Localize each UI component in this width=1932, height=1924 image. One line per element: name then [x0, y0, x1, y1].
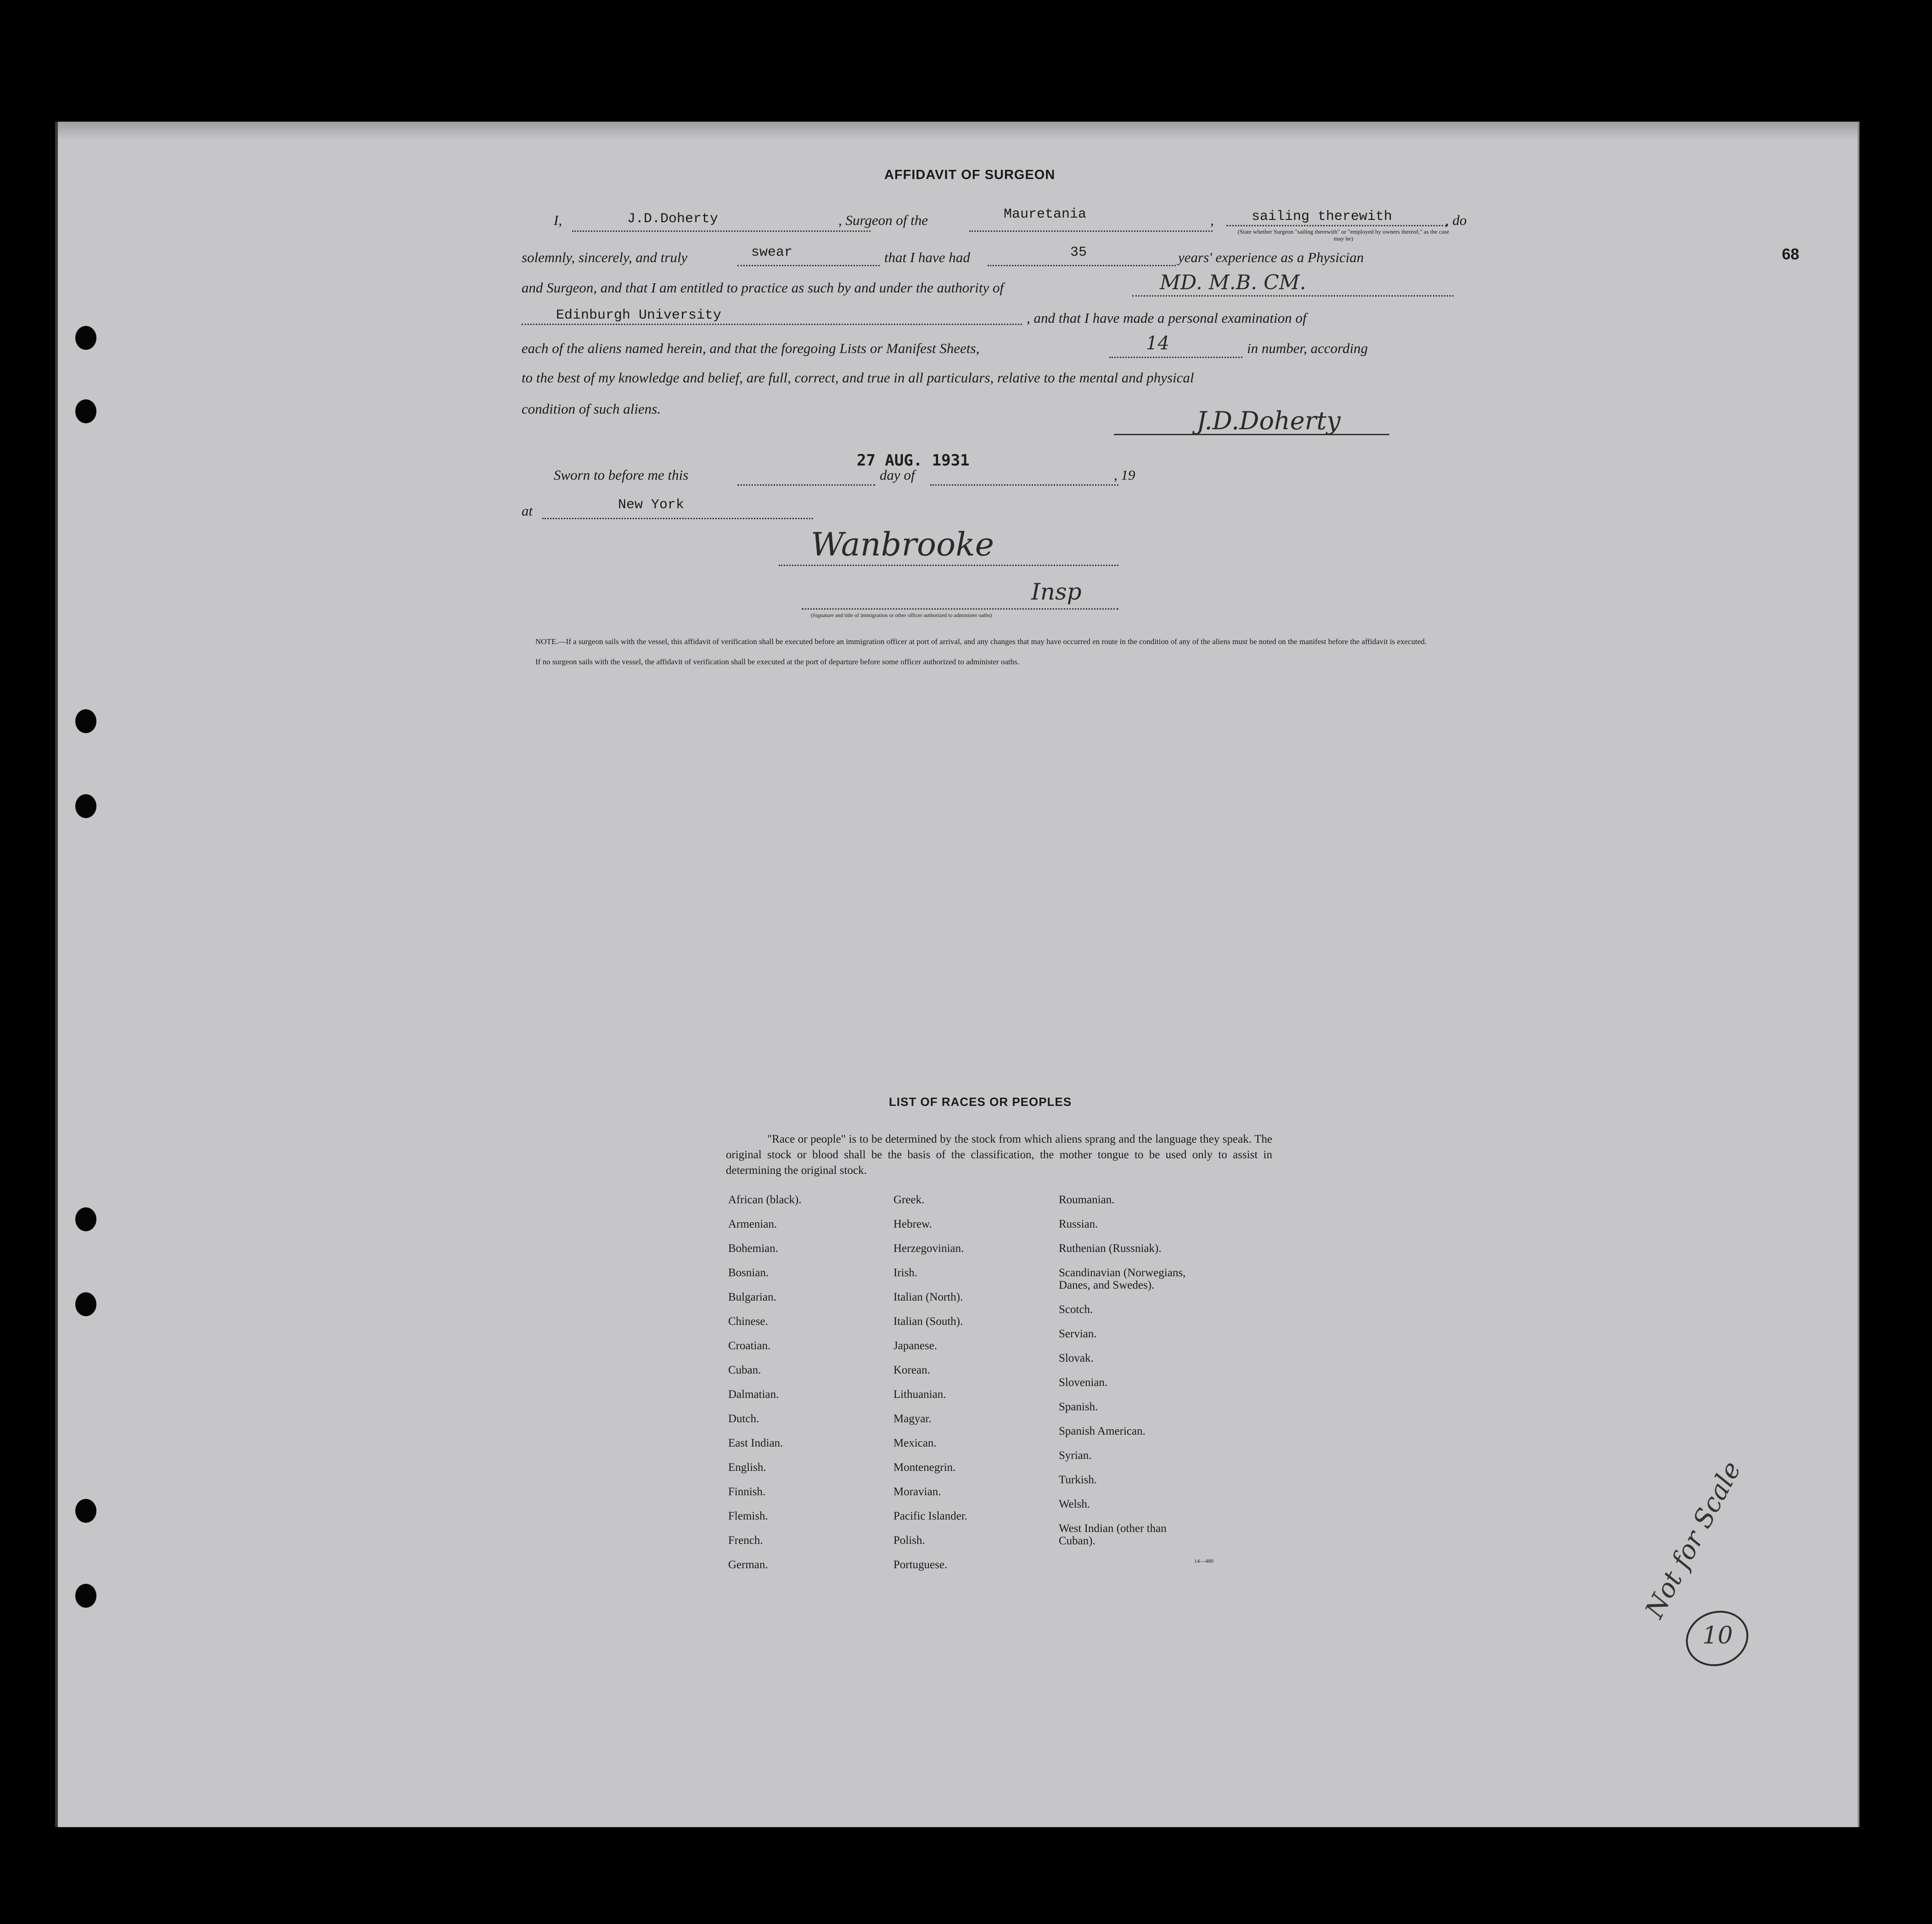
sheets-count: 14	[1146, 333, 1169, 354]
oath-word: swear	[751, 245, 793, 260]
state-note: (State whether Surgeon "sailing therewith" or "employed by owners thereof," as the case may be)	[1237, 228, 1449, 242]
race-item: East Indian.	[728, 1437, 783, 1449]
fill-line	[737, 484, 875, 486]
fill-line	[969, 230, 1213, 232]
race-item: Lithuanian.	[893, 1388, 946, 1401]
text-years-exp: years' experience as a Physician	[1178, 249, 1364, 265]
officer-title: Insp	[1031, 578, 1082, 605]
fill-line	[1226, 225, 1447, 226]
sailing-status: sailing therewith	[1252, 209, 1393, 224]
form-number: 14—480	[1194, 1558, 1213, 1564]
page-number: 68	[1782, 246, 1799, 263]
race-item: German.	[728, 1559, 768, 1571]
race-item: Ruthenian (Russniak).	[1059, 1242, 1162, 1255]
race-item: Polish.	[893, 1534, 925, 1547]
text-solemnly: solemnly, sincerely, and truly	[522, 249, 688, 265]
surgeon-name: J.D.Doherty	[627, 211, 719, 227]
fill-line	[988, 265, 1176, 266]
race-item: Russian.	[1059, 1218, 1098, 1230]
punch-hole	[75, 399, 96, 423]
race-item: Irish.	[893, 1267, 918, 1279]
race-item: Dalmatian.	[728, 1388, 779, 1401]
race-item: Hebrew.	[893, 1218, 932, 1230]
fill-line	[779, 565, 1118, 566]
text-surgeon-of: , Surgeon of the	[838, 212, 928, 228]
race-item: Finnish.	[728, 1486, 766, 1498]
punch-hole	[75, 1499, 96, 1523]
punch-hole	[75, 1584, 96, 1608]
race-item: Bulgarian.	[728, 1291, 776, 1303]
race-item: Italian (South).	[893, 1315, 963, 1328]
races-intro: "Race or people" is to be determined by the stock from which aliens sprang and the language they speak. The original stock or blood shall be the basis of the classification, the mother tongue to be used only to assist in determining the original stock.	[726, 1133, 1272, 1177]
officer-signature: Wanbrooke	[811, 526, 994, 563]
document-sheet	[55, 122, 1859, 1827]
race-item: Korean.	[893, 1364, 930, 1376]
affidavit-title: AFFIDAVIT OF SURGEON	[884, 168, 1056, 182]
race-item: Herzegovinian.	[893, 1242, 964, 1255]
fill-line	[930, 484, 1118, 486]
races-title: LIST OF RACES OR PEOPLES	[889, 1095, 1072, 1109]
surgeon-signature: J.D.Doherty	[1196, 406, 1341, 435]
fill-line	[542, 518, 813, 519]
punch-hole	[75, 709, 96, 733]
text-each: each of the aliens named herein, and that the foregoing Lists or Manifest Sheets,	[522, 340, 980, 356]
punch-hole	[75, 794, 96, 818]
race-item: Scotch.	[1059, 1303, 1093, 1316]
race-item: French.	[728, 1534, 763, 1547]
race-item: Croatian.	[728, 1340, 771, 1352]
pencil-annotation: Not for Scale	[1640, 1456, 1747, 1623]
text-i: I,	[554, 212, 562, 228]
text-that-had: that I have had	[884, 249, 970, 265]
race-item: Dutch.	[728, 1413, 759, 1425]
note-1: NOTE.—If a surgeon sails with the vessel, this affidavit of verification shall be executed before an immigration officer at port of arrival, and any changes that may have occurred en route in the condition of any of the aliens must be noted on the manifest before the affidavit is executed.	[535, 637, 1427, 646]
race-item: English.	[728, 1461, 766, 1474]
university: Edinburgh University	[556, 308, 722, 323]
date-stamp: 27 AUG. 1931	[857, 451, 970, 470]
note-2: If no surgeon sails with the vessel, the affidavit of verification shall be executed at the port of departure before some officer authorized to administer oaths.	[535, 657, 1020, 666]
race-item: Bosnian.	[728, 1267, 769, 1279]
fill-line	[1132, 295, 1454, 297]
race-item: Armenian.	[728, 1218, 777, 1230]
race-item: Cuban.	[728, 1364, 761, 1376]
race-item: Scandinavian (Norwegians, Danes, and Swedes).	[1059, 1267, 1186, 1291]
race-item: Pacific Islander.	[893, 1510, 968, 1522]
text-and-surgeon: and Surgeon, and that I am entitled to practice as such by and under the authority of	[522, 280, 1004, 296]
authority-handwritten: MD. M.B. CM.	[1160, 271, 1306, 294]
text-19: , 19	[1114, 467, 1135, 483]
vessel-name: Mauretania	[1004, 207, 1087, 222]
race-item: Syrian.	[1059, 1449, 1092, 1462]
signature-caption: (Signature and title of immigration or other officer authorized to administer oaths)	[811, 612, 992, 618]
race-item: Spanish.	[1059, 1401, 1098, 1413]
punch-hole	[75, 1207, 96, 1231]
race-item: Mexican.	[893, 1437, 937, 1449]
race-item: Slovak.	[1059, 1352, 1094, 1364]
circled-number-value: 10	[1702, 1622, 1733, 1649]
race-item: West Indian (other than Cuban).	[1059, 1522, 1167, 1547]
text-sworn: Sworn to before me this	[554, 467, 689, 483]
race-item: Greek.	[893, 1194, 925, 1206]
fill-line	[572, 230, 871, 232]
race-item: Japanese.	[893, 1340, 938, 1352]
text-in-number: in number, according	[1247, 340, 1368, 356]
fill-line	[802, 608, 1118, 610]
race-item: Chinese.	[728, 1315, 768, 1328]
race-item: Flemish.	[728, 1510, 768, 1522]
race-item: Moravian.	[893, 1486, 941, 1498]
race-item: Roumanian.	[1059, 1194, 1115, 1206]
race-item: Montenegrin.	[893, 1461, 956, 1474]
punch-hole	[75, 326, 96, 350]
race-item: Turkish.	[1059, 1474, 1097, 1486]
fold-shadow	[58, 122, 1858, 140]
race-item: Welsh.	[1059, 1498, 1090, 1510]
text-condition: condition of such aliens.	[522, 401, 661, 417]
race-item: Spanish American.	[1059, 1425, 1146, 1437]
race-item: African (black).	[728, 1194, 802, 1206]
text-day-of: day of	[880, 467, 915, 483]
race-item: Slovenian.	[1059, 1376, 1108, 1389]
fill-line	[522, 324, 1022, 325]
race-item: Italian (North).	[893, 1291, 963, 1303]
text-at: at	[522, 503, 533, 519]
race-item: Servian.	[1059, 1328, 1097, 1340]
text-examination: , and that I have made a personal examination of	[1027, 310, 1307, 326]
race-item: Magyar.	[893, 1413, 932, 1425]
text-comma: ,	[1210, 212, 1214, 228]
punch-hole	[75, 1292, 96, 1316]
fill-line	[737, 265, 880, 266]
fill-line	[1109, 357, 1242, 358]
text-do: , do	[1445, 212, 1467, 228]
race-item: Bohemian.	[728, 1242, 779, 1255]
race-item: Portuguese.	[893, 1559, 948, 1571]
years-value: 35	[1070, 245, 1087, 260]
place: New York	[618, 497, 685, 513]
text-best: to the best of my knowledge and belief, are full, correct, and true in all particulars, relative to the mental and physical	[522, 370, 1194, 386]
